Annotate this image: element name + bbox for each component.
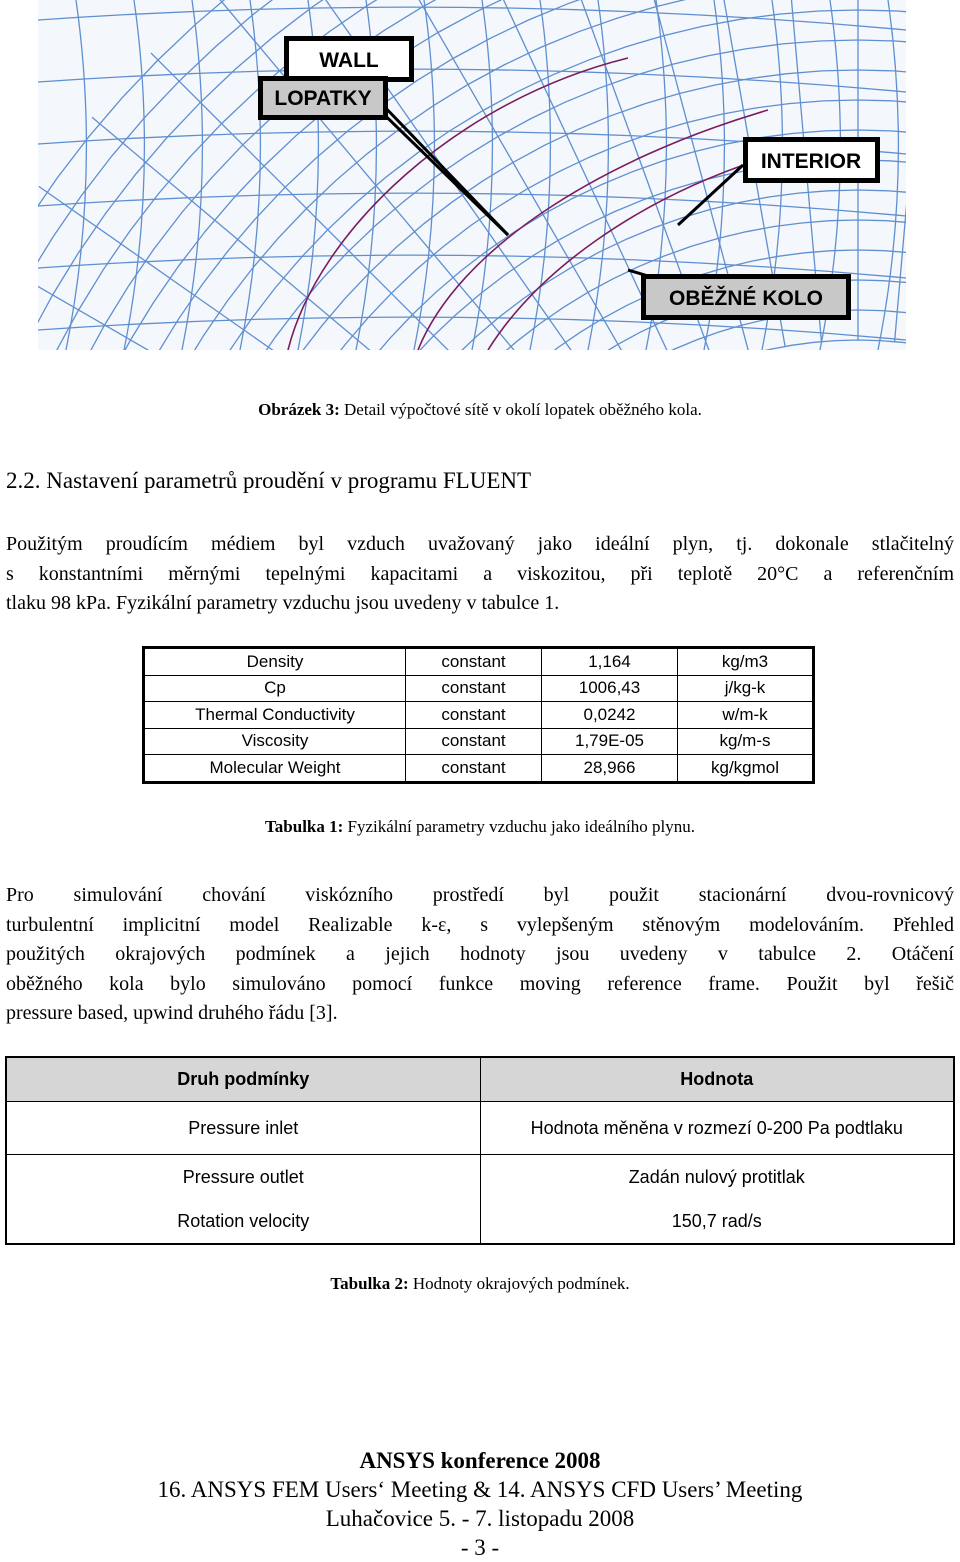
property-value: 28,966 <box>542 755 678 783</box>
mesh-line <box>38 69 906 92</box>
property-method: constant <box>406 702 542 729</box>
svg-text:INTERIOR: INTERIOR <box>760 150 862 173</box>
footer-conference: ANSYS konference 2008 <box>359 1448 601 1473</box>
paragraph-line: Pro simulování chování viskózního prostředí byl použit stacionární dvou-rovnicový <box>6 884 954 906</box>
property-unit: w/m-k <box>678 702 814 729</box>
mesh-figure <box>38 0 906 350</box>
mesh-line <box>878 0 898 350</box>
condition-value: 150,7 rad/s <box>480 1199 954 1244</box>
condition-type: Pressure outlet <box>6 1155 480 1200</box>
property-name: Cp <box>144 675 406 702</box>
table-row <box>144 675 814 702</box>
property-unit: kg/m3 <box>678 648 814 676</box>
mesh-line <box>530 0 550 350</box>
condition-type: Rotation velocity <box>6 1199 480 1244</box>
table1-caption-text: Fyzikální parametry vzduchu jako ideálního plynu. <box>347 817 695 836</box>
property-name: Molecular Weight <box>144 755 406 783</box>
property-unit: kg/m-s <box>678 728 814 755</box>
table2-caption-text: Hodnoty okrajových podmínek. <box>412 1274 630 1293</box>
column-header: Hodnota <box>480 1057 954 1102</box>
table1-caption <box>0 817 960 837</box>
figure-caption-prefix: Obrázek 3: <box>258 400 340 419</box>
interior-label <box>743 137 880 183</box>
table2-caption-prefix: Tabulka 2: <box>330 1274 409 1293</box>
property-value: 1,164 <box>542 648 678 676</box>
table-header-row <box>6 1057 954 1102</box>
interior-leader-line <box>678 165 743 225</box>
figure-caption-text: Detail výpočtové sítě v okolí lopatek oběžného kola. <box>344 400 702 419</box>
paragraph-line: s konstantními měrnými tepelnými kapacitami a viskozitou, při teplotě 20°C a referenčním <box>6 562 954 585</box>
footer-meeting: 16. ANSYS FEM Users‘ Meeting & 14. ANSYS CFD Users’ Meeting <box>157 1477 803 1502</box>
paragraph-line: pressure based, upwind druhého řádu [3]. <box>6 1002 338 1024</box>
svg-text:WALL: WALL <box>319 49 379 72</box>
property-unit: kg/kgmol <box>678 755 814 783</box>
property-method: constant <box>406 728 542 755</box>
page-number: - 3 - <box>460 1535 500 1560</box>
property-name: Thermal Conductivity <box>144 702 406 729</box>
mesh-line <box>414 0 434 350</box>
property-method: constant <box>406 755 542 783</box>
paragraph-line: oběžného kola bylo simulováno pomocí funkce moving reference frame. Použit byl řešič <box>6 972 954 995</box>
condition-type: Pressure inlet <box>6 1102 480 1155</box>
property-value: 0,0242 <box>542 702 678 729</box>
section-heading: 2.2. Nastavení parametrů proudění v programu FLUENT <box>6 468 532 493</box>
table-row <box>6 1102 954 1155</box>
paragraph-line: tlaku 98 kPa. Fyzikální parametry vzduchu jsou uvedeny v tabulce 1. <box>6 592 560 614</box>
mesh-drawing <box>38 0 906 350</box>
paragraph-line: Použitým proudícím médiem byl vzduch uvažovaný jako ideální plyn, tj. dokonale stlačitelný <box>6 533 954 555</box>
mesh-line <box>240 0 260 350</box>
table-row <box>144 728 814 755</box>
obezne-kolo-label <box>641 274 851 320</box>
table-row <box>6 1199 954 1244</box>
svg-text:OBĚŽNÉ KOLO: OBĚŽNÉ KOLO <box>668 287 824 310</box>
property-value: 1006,43 <box>542 675 678 702</box>
property-method: constant <box>406 675 542 702</box>
mesh-line <box>66 0 86 350</box>
table-row <box>144 755 814 783</box>
property-method: constant <box>406 648 542 676</box>
column-header: Druh podmínky <box>6 1057 480 1102</box>
figure-caption <box>0 400 960 420</box>
condition-value: Hodnota měněna v rozmezí 0-200 Pa podtlaku <box>480 1102 954 1155</box>
table2-caption <box>0 1274 960 1294</box>
boundary-conditions-table <box>5 1056 955 1245</box>
property-name: Viscosity <box>144 728 406 755</box>
table-row <box>144 648 814 676</box>
wall-label <box>284 36 414 82</box>
property-unit: j/kg-k <box>678 675 814 702</box>
condition-value: Zadán nulový protitlak <box>480 1155 954 1200</box>
property-value: 1,79E-05 <box>542 728 678 755</box>
svg-text:LOPATKY: LOPATKY <box>274 87 372 110</box>
mesh-line <box>182 0 202 350</box>
air-properties-table <box>142 646 815 784</box>
paragraph-line: použitých okrajových podmínek a jejich hodnoty jsou uvedeny v tabulce 2. Otáčení <box>6 943 954 965</box>
mesh-line <box>124 0 144 350</box>
paragraph-model <box>6 881 954 1029</box>
lopatky-label <box>258 76 388 120</box>
page-footer <box>0 1446 960 1562</box>
table-row <box>144 702 814 729</box>
paragraph-medium <box>6 530 954 619</box>
paragraph-line: turbulentní implicitní model Realizable k-ε, s vylepšeným stěnovým modelováním. Přehled <box>6 913 954 936</box>
mesh-line <box>895 0 906 342</box>
table-row <box>6 1155 954 1200</box>
property-name: Density <box>144 648 406 676</box>
table1-caption-prefix: Tabulka 1: <box>265 817 344 836</box>
footer-place-date: Luhačovice 5. - 7. listopadu 2008 <box>325 1506 635 1531</box>
